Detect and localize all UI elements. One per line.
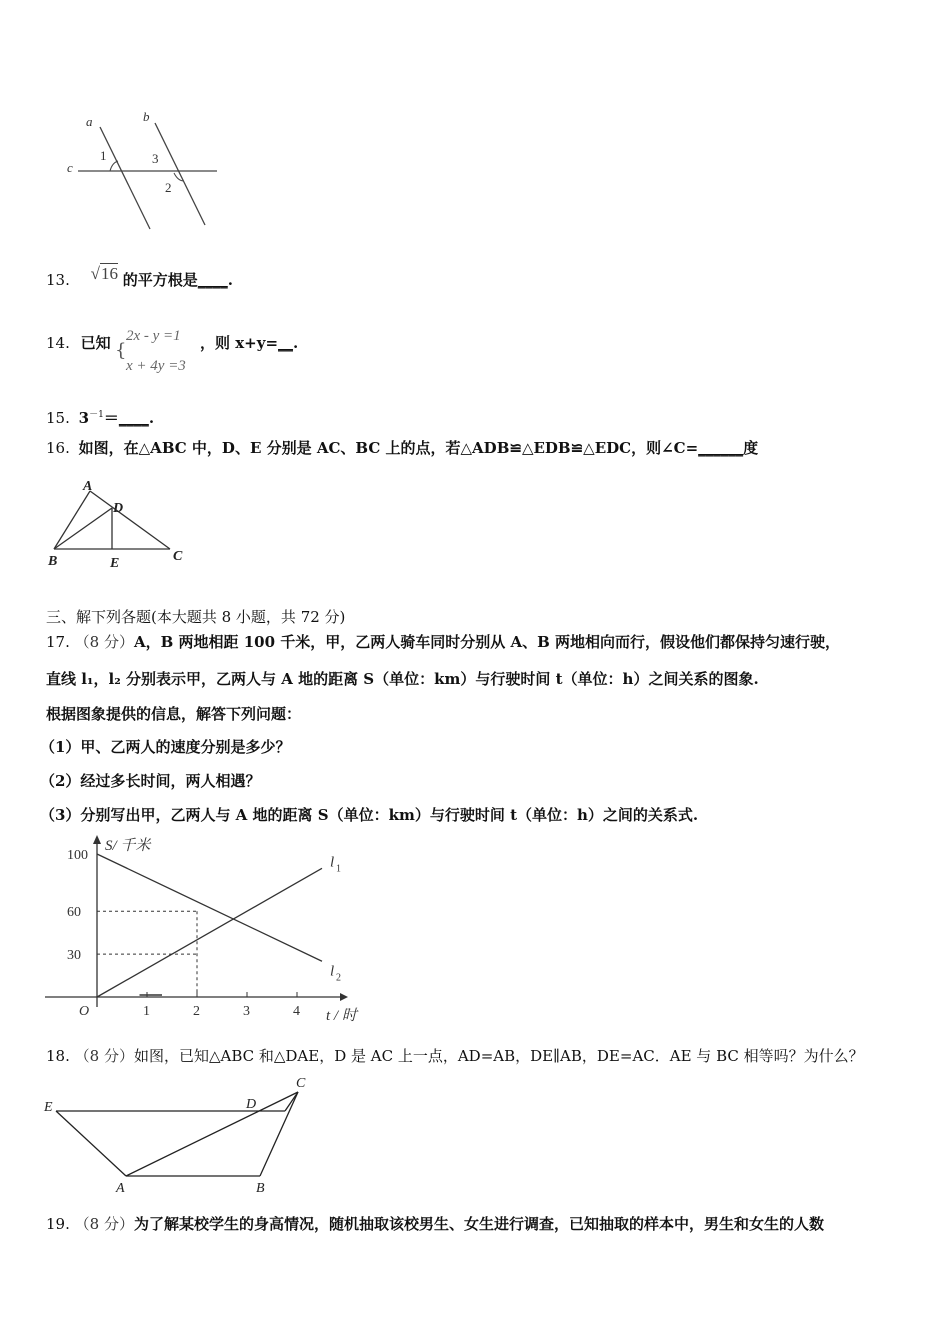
distance-time-chart	[0, 830, 380, 1030]
sqrt-icon: √	[90, 264, 100, 283]
y-tick-label: 100	[67, 848, 88, 863]
sub-question-2: （2）经过多长时间，两人相遇？	[40, 772, 261, 790]
equation-2: x + 4y =3	[126, 358, 186, 374]
question-19	[46, 1214, 824, 1234]
series-label-sub-1: 1	[336, 863, 341, 875]
equation-system	[115, 328, 210, 378]
question-text: 为了解某校学生的身高情况，随机抽取该校男生、女生进行调查，已知抽取的样本中，男生和女生的人数	[133, 1215, 824, 1233]
label-A: A	[83, 479, 93, 494]
section-title: 三、解下列各题(本大题共 8 小题，共 72 分)	[46, 608, 346, 626]
brace-icon: {	[115, 340, 127, 361]
segment-ac	[126, 1092, 298, 1176]
question-score: （8 分）	[74, 1215, 134, 1233]
line-a	[100, 127, 150, 229]
segment-ea	[56, 1111, 126, 1176]
segment-bc	[260, 1092, 298, 1176]
question-number: 18.	[46, 1047, 70, 1065]
label-E: E	[110, 556, 120, 571]
label-D: D	[113, 501, 124, 516]
label-A: A	[116, 1181, 125, 1196]
side-ac	[90, 491, 170, 549]
question-14-tail	[200, 333, 298, 353]
question-score: （8 分）	[74, 1047, 134, 1065]
label-angle-3: 3	[152, 151, 159, 166]
sub-question-3: （3）分别写出甲，乙两人与 A 地的距离 S（单位：km）与行驶时间 t（单位：h）之间的关系式.	[40, 806, 699, 824]
question-end: .	[293, 334, 299, 352]
question-prefix: 已知	[80, 334, 111, 352]
power-exponent: －1	[89, 410, 104, 420]
label-c: c	[67, 160, 73, 175]
question-score: （8 分）	[74, 633, 134, 651]
figure-parallel-lines	[60, 105, 230, 235]
question-17-line-2: 直线 l₁，l₂ 分别表示甲，乙两人与 A 地的距离 S（单位：km）与行驶时间 t（单位：h）之间关系的图象.	[46, 670, 759, 688]
question-16	[46, 438, 758, 458]
label-angle-2: 2	[165, 180, 172, 195]
question-17-line-1	[46, 632, 840, 652]
label-angle-1: 1	[100, 148, 107, 163]
segment-bd	[54, 508, 112, 549]
sqrt-expression	[91, 264, 118, 284]
power-base: 3	[78, 409, 90, 427]
answer-blank: ______	[698, 439, 744, 457]
question-number: 17.	[46, 633, 70, 651]
x-axis-label: t / 时	[326, 1008, 357, 1024]
label-B: B	[256, 1181, 265, 1196]
question-end: .	[227, 271, 234, 289]
series-line-1	[97, 868, 322, 997]
x-tick-label: 2	[193, 1004, 200, 1019]
question-text: 如图，在△ABC 中，D、E 分别是 AC、BC 上的点，若△ADB≌△EDB≌△EDC，则∠C=	[78, 439, 699, 457]
y-tick-label: 30	[67, 948, 81, 964]
label-a: a	[86, 114, 93, 129]
side-ab	[54, 491, 90, 549]
question-number: 13.	[46, 271, 70, 289]
label-B: B	[48, 554, 58, 569]
series-label-1: l	[330, 854, 335, 871]
question-number: 14.	[46, 334, 70, 352]
label-D: D	[246, 1097, 257, 1112]
answer-blank: ____	[197, 271, 228, 289]
label-C: C	[296, 1076, 306, 1091]
y-axis-arrow-icon	[93, 835, 101, 844]
question-suffix: ，则 x+y=	[200, 334, 279, 352]
radicand: 16	[100, 264, 118, 283]
x-tick-label: 3	[243, 1004, 250, 1019]
series-label-2: l	[330, 963, 335, 980]
question-18	[46, 1046, 864, 1066]
label-C: C	[173, 549, 183, 564]
series-line-2	[97, 854, 322, 961]
x-tick-label: 1	[143, 1004, 150, 1019]
sub-question-1: （1）甲、乙两人的速度分别是多少？	[40, 738, 291, 756]
figure-triangle	[40, 475, 200, 575]
figure-quadrilateral	[40, 1070, 330, 1200]
answer-blank: ____	[118, 409, 149, 427]
question-end: 度	[743, 439, 759, 457]
equals-sign: ＝	[103, 409, 119, 427]
question-number: 16.	[46, 439, 70, 457]
question-13	[46, 264, 234, 290]
x-axis-arrow-icon	[340, 993, 348, 1001]
label-E: E	[44, 1100, 53, 1115]
label-b: b	[143, 109, 150, 124]
y-axis-label: S/ 千米	[105, 838, 151, 854]
question-end: .	[148, 409, 155, 427]
question-15	[46, 405, 154, 428]
answer-blank: __	[278, 334, 294, 352]
question-text: 的平方根是	[122, 271, 198, 289]
equation-1: 2x - y =1	[126, 328, 181, 344]
question-14	[46, 333, 111, 353]
origin-label: O	[79, 1004, 90, 1019]
question-number: 15.	[46, 409, 70, 427]
question-17-line-3: 根据图象提供的信息，解答下列问题：	[46, 705, 302, 723]
question-text: A，B 两地相距 100 千米，甲，乙两人骑车同时分别从 A、B 两地相向而行，假设他们都保持匀速行驶，	[133, 633, 841, 651]
y-tick-label: 60	[67, 905, 81, 921]
question-text: 如图，已知△ABC 和△DAE，D 是 AC 上一点，AD=AB，DE∥AB，DE=AC．AE 与 BC 相等吗？为什么？	[133, 1047, 864, 1065]
line-b	[155, 123, 205, 225]
question-number: 19.	[46, 1215, 70, 1233]
series-label-sub-2: 2	[336, 972, 341, 984]
x-tick-label: 4	[293, 1004, 300, 1019]
